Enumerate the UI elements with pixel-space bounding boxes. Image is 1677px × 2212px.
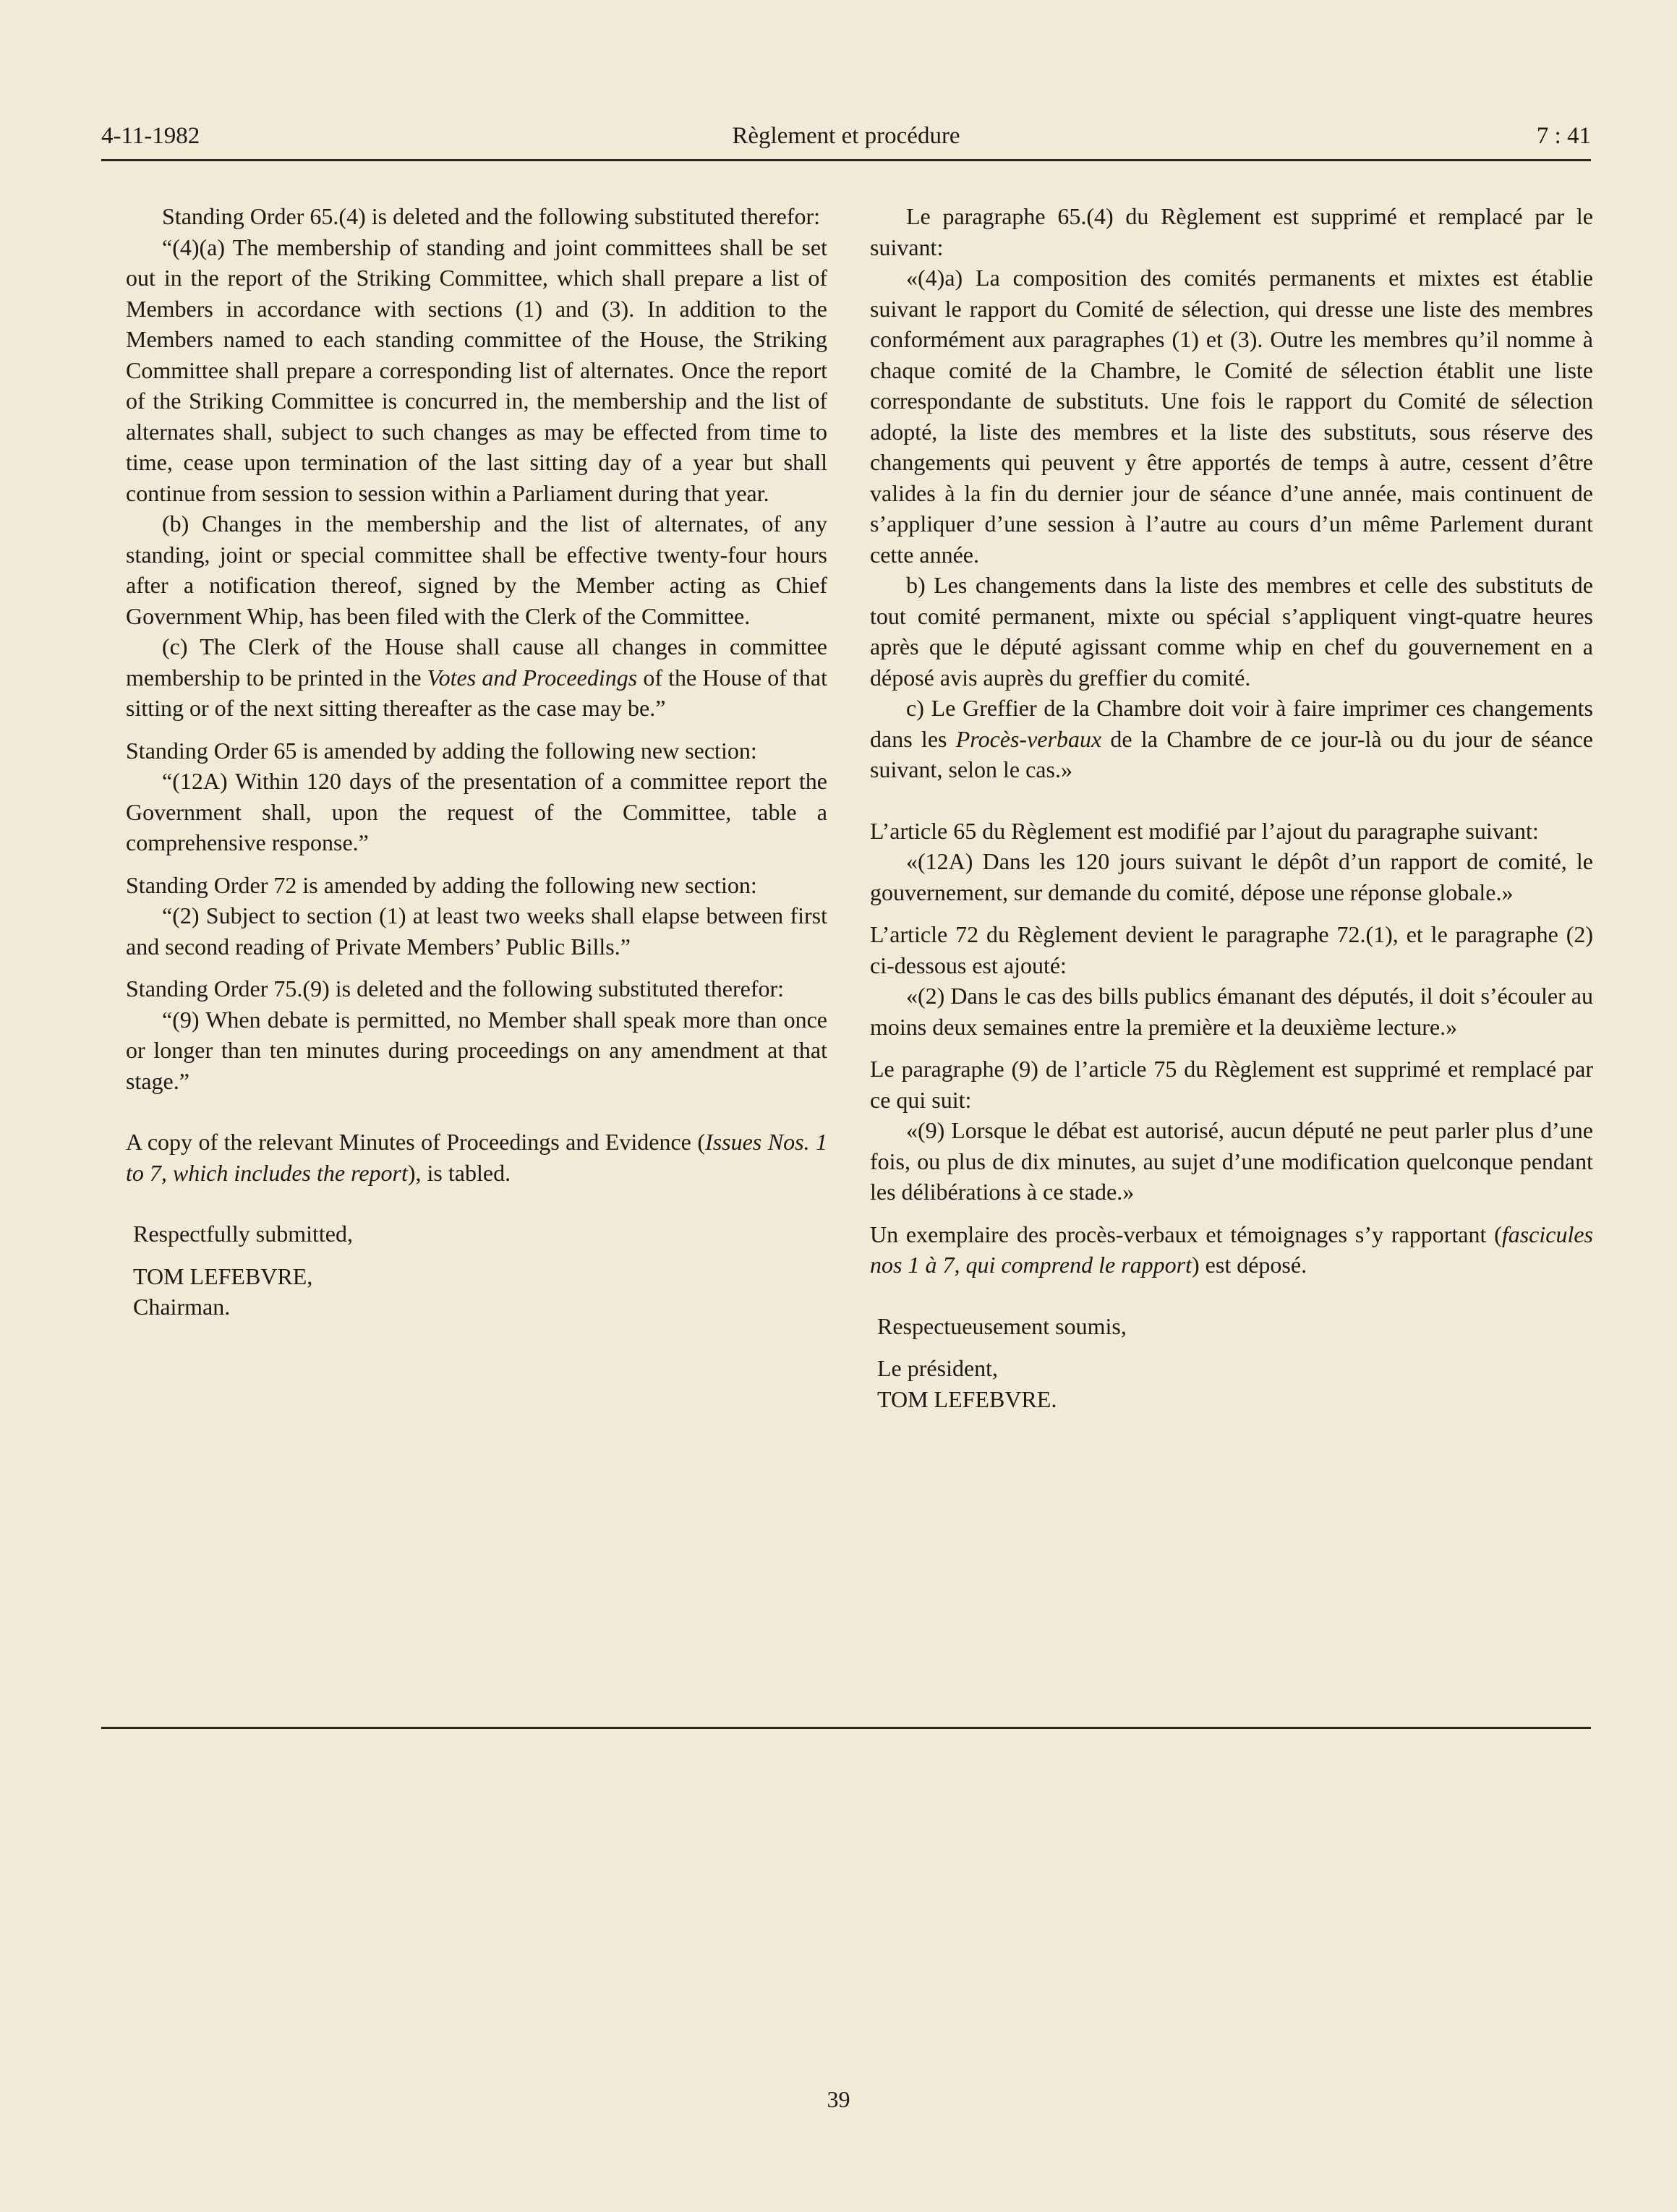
en-signer: TOM LEFEBVRE, [133, 1263, 313, 1289]
en-p4-text-c: of the House of that sitting or of the next sitting thereafter as the case may be.” [126, 664, 827, 721]
header-title: Règlement et procédure [732, 123, 960, 149]
en-paragraph-11 [126, 1127, 827, 1188]
en-p4-text-a: (c) The Clerk of the House shall cause all changes in committee membership to be printed in the [126, 633, 827, 691]
page-number: 39 [827, 2086, 850, 2112]
fr-p4-text-a: c) Le Greffier de la Chambre doit voir à faire imprimer ces changements dans les [870, 695, 1593, 752]
en-p4-italic: Votes and Proceedings [427, 664, 638, 691]
fr-signer-title: Le président, [877, 1355, 999, 1381]
en-paragraph-6: “(12A) Within 120 days of the presentation of a committee report the Government shall, upon the request of the Committee, table a comprehensive response.” [126, 768, 827, 855]
fr-paragraph-1: Le paragraphe 65.(4) du Règlement est supprimé et remplacé par le suivant: [870, 203, 1593, 260]
header-rule [101, 159, 1591, 161]
fr-p11-text-c: ) est déposé. [1192, 1252, 1307, 1278]
header-date: 4-11-1982 [101, 123, 200, 149]
fr-paragraph-5: L’article 65 du Règlement est modifié par l’ajout du paragraphe suivant: [870, 817, 1539, 844]
fr-signer: TOM LEFEBVRE. [877, 1385, 1057, 1412]
page-header [101, 123, 1591, 159]
fr-closing: Respectueusement soumis, [877, 1312, 1127, 1339]
fr-p11-italic: fascicules nos 1 à 7, qui comprend le rapport [870, 1221, 1593, 1278]
fr-p4-text-c: de la Chambre de ce jour-là ou du jour de séance suivant, selon le cas.» [870, 725, 1594, 782]
fr-p4-italic: Procès-verbaux [955, 725, 1102, 752]
fr-paragraph-11 [870, 1219, 1593, 1281]
fr-paragraph-6: «(12A) Dans les 120 jours suivant le dépôt d’un rapport de comité, le gouvernement, sur demande du comité, dépose une réponse globale.» [870, 848, 1593, 905]
en-signer-title: Chairman. [133, 1294, 231, 1320]
en-closing: Respectfully submitted, [133, 1221, 353, 1247]
en-p11-text-a: A copy of the relevant Minutes of Proceedings and Evidence ( [126, 1129, 706, 1155]
en-paragraph-7: Standing Order 72 is amended by adding the following new section: [126, 871, 757, 898]
header-page-ref: 7 : 41 [1536, 123, 1591, 149]
fr-paragraph-3: b) Les changements dans la liste des membres et celle des substituts de tout comité permanent, mixte ou spécial s’appliquent vingt-quatre heures après que le député agissant comme whip en chef du gouvernement en a déposé avis auprès du greffier du comité. [870, 572, 1593, 691]
fr-paragraph-8: «(2) Dans le cas des bills publics émanant des députés, il doit s’écouler au moins deux semaines entre la première et la deuxième lecture.» [870, 983, 1593, 1040]
fr-paragraph-7: L’article 72 du Règlement devient le paragraphe 72.(1), et le paragraphe (2) ci-dessous est ajouté: [870, 921, 1593, 978]
en-paragraph-9: Standing Order 75.(9) is deleted and the following substituted therefor: [126, 975, 785, 1002]
english-column [126, 201, 827, 1323]
fr-paragraph-4 [870, 693, 1593, 785]
en-paragraph-2: “(4)(a) The membership of standing and joint committees shall be set out in the report of the Striking Committee, which shall prepare a list of Members in accordance with sections (1) and (3). In addition to the Members named to each standing committee of the House, the Striking Committee shall prepare a corresponding list of alternates. Once the report of the Striking Committee is concurred in, the membership and the list of alternates shall, subject to such changes as may be effected from time to time, cease upon termination of the last sitting day of a year but shall continue from session to session within a Parliament during that year. [126, 234, 827, 506]
en-paragraph-8: “(2) Subject to section (1) at least two weeks shall elapse between first and second reading of Private Members’ Public Bills.” [126, 902, 827, 960]
en-paragraph-3: (b) Changes in the membership and the list of alternates, of any standing, joint or special committee shall be effective twenty-four hours after a notification thereof, signed by the Member acting as Chief Government Whip, has been filed with the Clerk of the Committee. [126, 511, 827, 629]
en-paragraph-5: Standing Order 65 is amended by adding the following new section: [126, 737, 757, 764]
en-paragraph-1: Standing Order 65.(4) is deleted and the following substituted therefor: [162, 203, 821, 229]
fr-paragraph-9: Le paragraphe (9) de l’article 75 du Règlement est supprimé et remplacé par ce qui suit: [870, 1056, 1593, 1113]
en-p11-italic: Issues Nos. 1 to 7, which includes the report [126, 1129, 828, 1186]
fr-p11-text-a: Un exemplaire des procès-verbaux et témoignages s’y rapportant ( [870, 1221, 1502, 1247]
en-paragraph-10: “(9) When debate is permitted, no Member shall speak more than once or longer than ten minutes during proceedings on any amendment at that stage.” [126, 1006, 827, 1094]
footer-rule [101, 1727, 1591, 1729]
french-column [870, 201, 1593, 1414]
en-paragraph-4 [126, 631, 827, 724]
fr-paragraph-10: «(9) Lorsque le débat est autorisé, aucun député ne peut parler plus d’une fois, ou plus de dix minutes, au sujet d’une modification quelconque pendant les délibérations à ce stade.» [870, 1117, 1593, 1205]
fr-paragraph-2: «(4)a) La composition des comités permanents et mixtes est établie suivant le rapport du Comité de sélection, qui dresse une liste des membres conformément aux paragraphes (1) et (3). Outre les membres qu’il nomme à chaque comité de la Chambre, le Comité de sélection établit une liste correspondante de substituts. Une fois le rapport du Comité de sélection adopté, la liste des membres et la liste des substituts, sous réserve des changements qui peuvent y être apportés de temps à autre, cessent d’être valides à la fin du dernier jour de séance d’une année, mais continuent de s’appliquer d’une session à l’autre au cours d’un même Parlement durant cette année. [870, 265, 1593, 568]
en-p11-text-c: ), is tabled. [407, 1159, 511, 1186]
